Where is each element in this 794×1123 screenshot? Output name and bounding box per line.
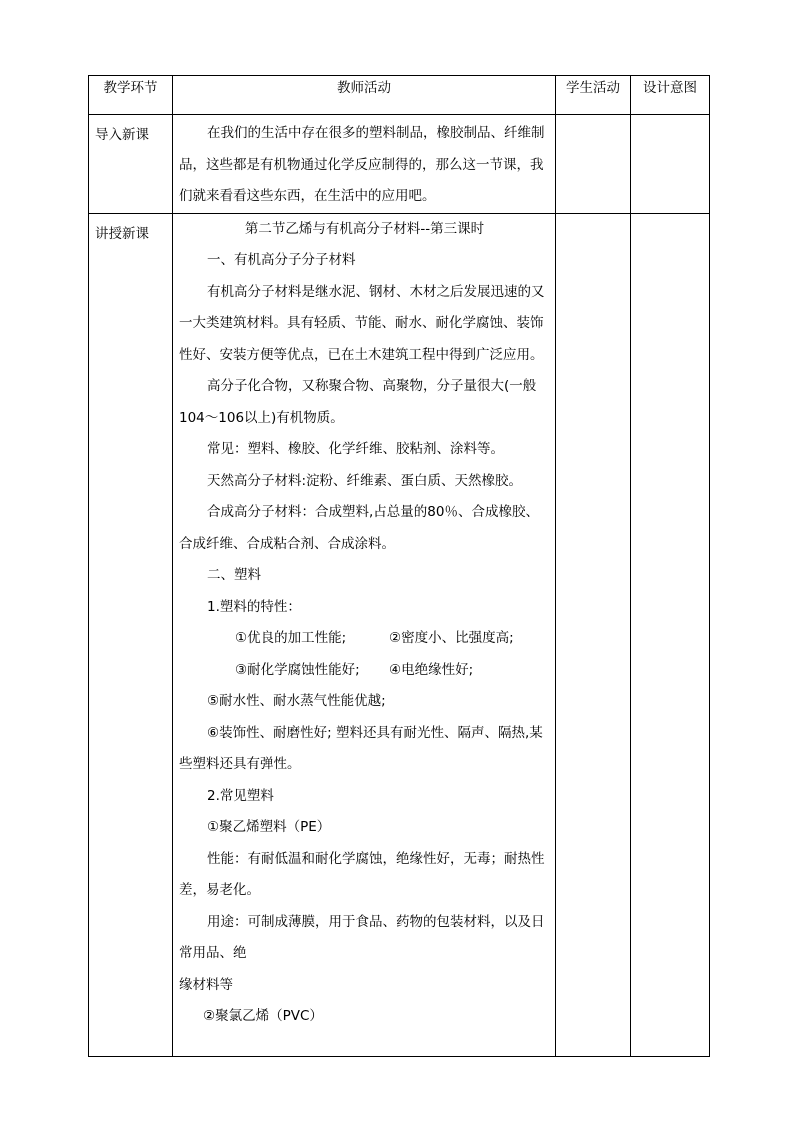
header-teacher-activity: 教师活动 [173, 76, 556, 115]
subheading: 2.常见塑料 [207, 787, 274, 804]
property-item: ②密度小、比强度高; [389, 630, 514, 646]
list-item: ⑥装饰性、耐磨性好; 塑料还具有耐光性、隔声、隔热,某些塑料还具有弹性。 [179, 724, 543, 772]
list-item: ①聚乙烯塑料（PE） [207, 819, 331, 835]
heading: 一、有机高分子分子材料 [207, 252, 356, 268]
design-intent-cell [631, 213, 710, 1056]
list-item: ⑤耐水性、耐水蒸气性能优越; [207, 693, 386, 709]
list-item: ②聚氯乙烯（PVC） [203, 1008, 323, 1024]
paragraph: 常见：塑料、橡胶、化学纤维、胶粘剂、涂料等。 [207, 441, 504, 457]
property-item: ①优良的加工性能; [235, 630, 347, 646]
list-item [179, 655, 550, 687]
paragraph: 缘材料等 [179, 976, 233, 993]
stage-cell: 导入新课 [89, 115, 173, 214]
paragraph: 合成高分子材料：合成塑料,占总量的80％、合成橡胶、合成纤维、合成粘合剂、合成涂料。 [179, 504, 539, 552]
paragraph: 有机高分子材料是继水泥、钢材、木材之后发展迅速的又一大类建筑材料。具有轻质、节能、耐水、耐化学腐蚀、装饰性好、安装方便等优点，已在土木建筑工程中得到广泛应用。 [179, 283, 545, 363]
list-item [179, 623, 550, 655]
header-student-activity: 学生活动 [556, 76, 631, 115]
paragraph: 天然高分子材料:淀粉、纤维素、蛋白质、天然橡胶。 [207, 472, 523, 489]
student-activity-cell [556, 213, 631, 1056]
subheading: 1.塑料的特性： [207, 598, 301, 615]
paragraph: 性能：有耐低温和耐化学腐蚀，绝缘性好，无毒；耐热性差，易老化。 [179, 850, 545, 898]
stage-cell: 讲授新课 [89, 213, 173, 1056]
table-row-lecture [89, 213, 710, 1056]
table-row-intro [89, 115, 710, 214]
property-item: ④电绝缘性好; [389, 661, 474, 678]
design-intent-cell [631, 115, 710, 214]
header-design-intent: 设计意图 [631, 76, 710, 115]
teacher-activity-cell [173, 213, 556, 1056]
heading: 二、塑料 [207, 567, 261, 583]
paragraph: 高分子化合物，又称聚合物、高聚物，分子量很大(一般104～106以上)有机物质。 [179, 378, 537, 426]
student-activity-cell [556, 115, 631, 214]
section-title: 第二节乙烯与有机高分子材料--第三课时 [244, 220, 485, 237]
lesson-plan-table [88, 75, 710, 1057]
teacher-activity-cell [173, 115, 556, 214]
paragraph: 用途：可制成薄膜，用于食品、药物的包装材料，以及日常用品、绝 [179, 913, 545, 961]
paragraph: 在我们的生活中存在很多的塑料制品，橡胶制品、纤维制品，这些都是有机物通过化学反应制得的，那么这一节课，我们就来看看这些东西，在生活中的应用吧。 [179, 125, 545, 204]
header-stage: 教学环节 [89, 76, 173, 115]
header-row [89, 76, 710, 115]
property-item: ③耐化学腐蚀性能好; [235, 661, 360, 678]
